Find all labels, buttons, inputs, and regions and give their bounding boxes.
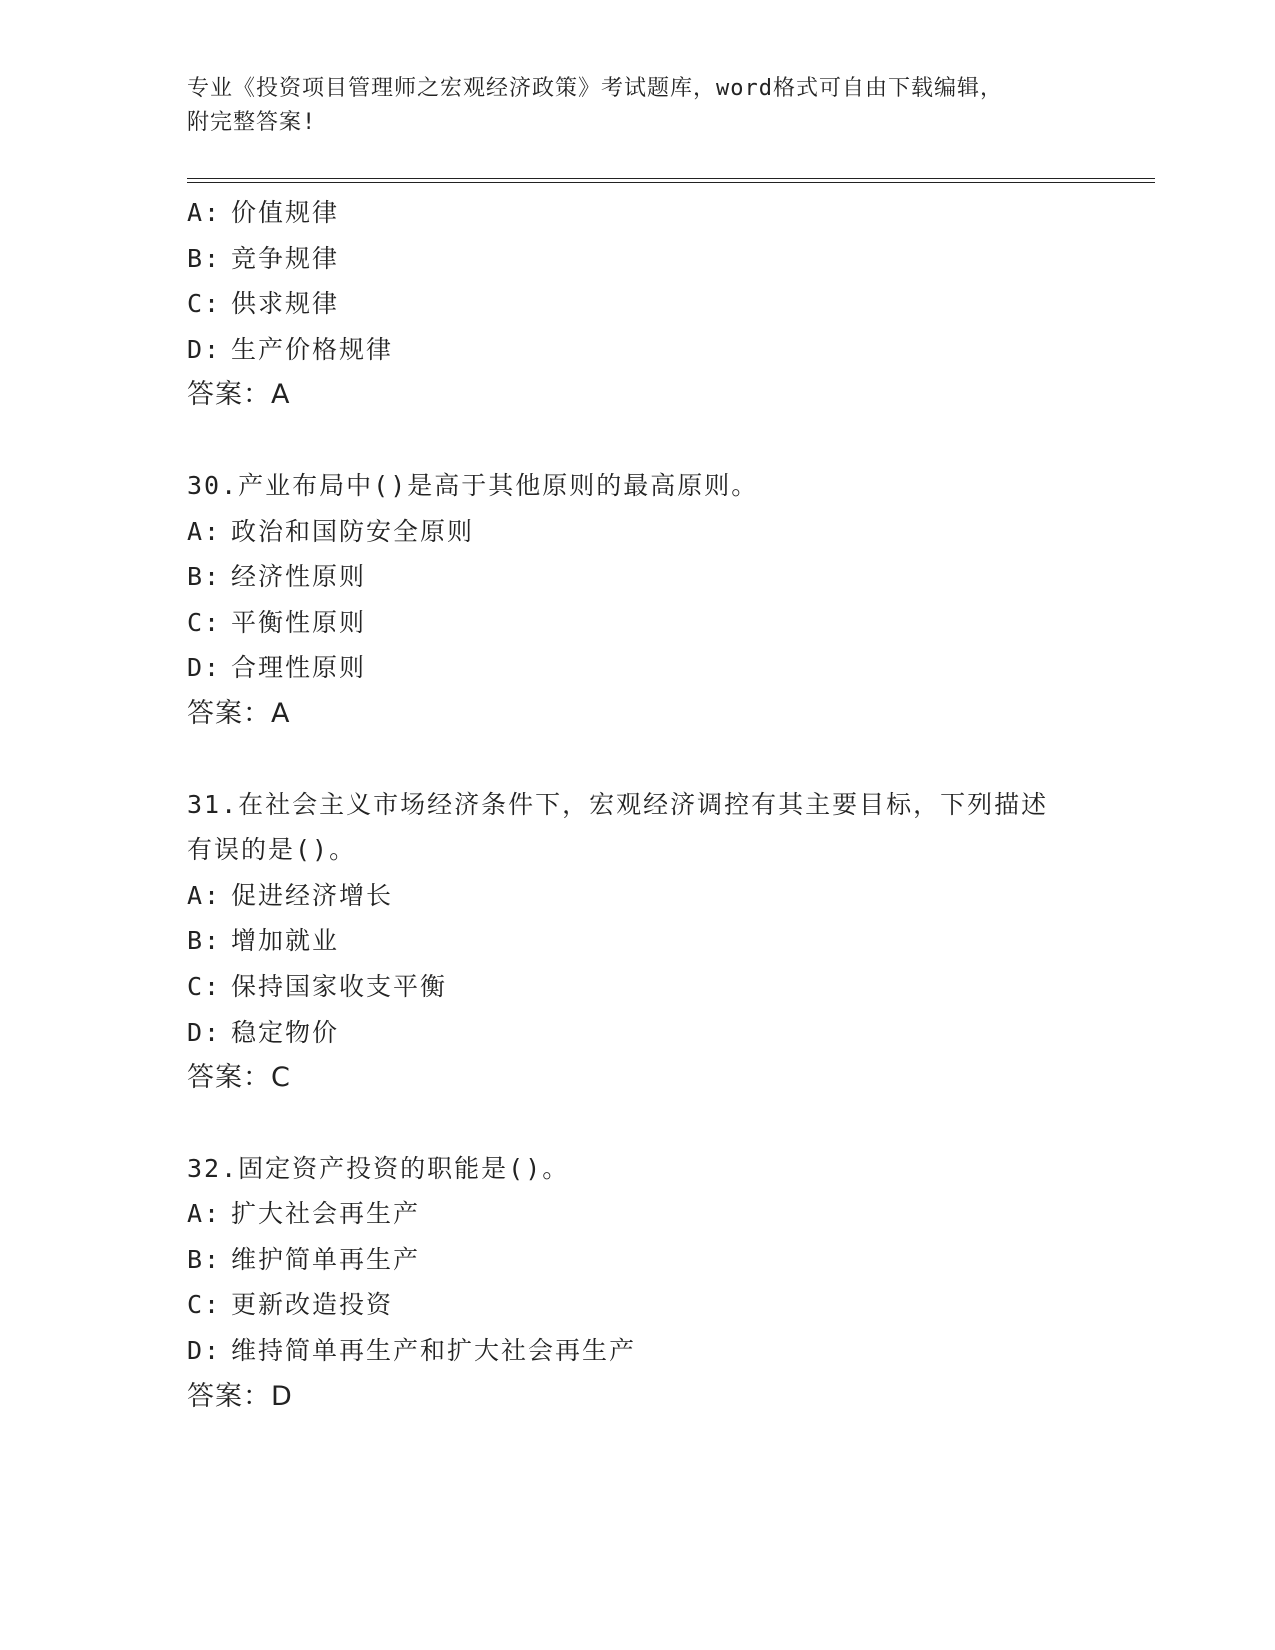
option-key: C: — [187, 1290, 222, 1320]
option-text: 维持简单再生产和扩大社会再生产 — [231, 1336, 637, 1366]
option-key: B: — [187, 243, 222, 273]
question-list — [187, 190, 1087, 1419]
option-key: C: — [187, 607, 222, 637]
option-key: B: — [187, 1244, 222, 1274]
header-line-1: 专业《投资项目管理师之宏观经济政策》考试题库，word格式可自由下载编辑， — [187, 76, 1003, 101]
option-key: A: — [187, 198, 222, 227]
block-gap — [187, 737, 1087, 782]
option-c — [187, 1282, 1087, 1328]
option-text: 更新改造投资 — [231, 1290, 394, 1320]
question-block — [187, 1146, 1087, 1420]
block-gap — [187, 418, 1087, 463]
option-text: 保持国家收支平衡 — [231, 971, 448, 1001]
option-text: 增加就业 — [231, 926, 340, 956]
option-key: A: — [187, 516, 222, 546]
option-key: B: — [187, 562, 222, 592]
header-divider-top — [187, 178, 1155, 179]
question-block — [187, 463, 1087, 737]
option-d — [187, 645, 1087, 691]
answer-line: 答案：A — [187, 697, 291, 729]
question-title: 30.产业布局中()是高于其他原则的最高原则。 — [187, 470, 759, 500]
block-gap — [187, 1101, 1087, 1146]
option-b — [187, 554, 1087, 600]
header-divider-bottom — [187, 182, 1155, 183]
question-title: 31.在社会主义市场经济条件下，宏观经济调控有其主要目标，下列描述有误的是()。 — [187, 789, 1049, 865]
option-a — [187, 1191, 1087, 1237]
option-d — [187, 1328, 1087, 1374]
option-key: A: — [187, 1199, 222, 1229]
option-a — [187, 873, 1087, 919]
option-b — [187, 918, 1087, 964]
option-text: 供求规律 — [231, 289, 340, 319]
option-text: 合理性原则 — [231, 653, 367, 683]
option-text: 价值规律 — [231, 198, 340, 227]
option-key: C: — [187, 971, 222, 1001]
option-key: C: — [187, 289, 222, 319]
question-block — [187, 782, 1087, 1101]
option-a — [187, 190, 1087, 236]
option-d — [187, 1010, 1087, 1056]
option-text: 生产价格规律 — [231, 334, 394, 364]
option-c — [187, 600, 1087, 646]
option-text: 经济性原则 — [231, 562, 367, 592]
option-text: 维护简单再生产 — [231, 1244, 421, 1274]
option-text: 竞争规律 — [231, 243, 340, 273]
answer-line: 答案：C — [187, 1062, 291, 1094]
option-text: 政治和国防安全原则 — [231, 516, 475, 546]
option-text: 促进经济增长 — [231, 880, 394, 910]
option-c — [187, 964, 1087, 1010]
option-key: D: — [187, 653, 222, 683]
answer-line: 答案：D — [187, 1380, 293, 1412]
option-c — [187, 281, 1087, 327]
option-d — [187, 327, 1087, 373]
option-text: 平衡性原则 — [231, 607, 367, 637]
header-line-2: 附完整答案! — [187, 110, 317, 135]
option-text: 稳定物价 — [231, 1017, 340, 1047]
option-key: B: — [187, 926, 222, 956]
option-a — [187, 509, 1087, 555]
option-key: A: — [187, 880, 222, 910]
option-text: 扩大社会再生产 — [231, 1199, 421, 1229]
option-b — [187, 236, 1087, 282]
option-key: D: — [187, 1017, 222, 1047]
question-title: 32.固定资产投资的职能是()。 — [187, 1153, 570, 1183]
option-key: D: — [187, 334, 222, 364]
question-block — [187, 190, 1087, 418]
document-header — [187, 72, 1087, 140]
option-b — [187, 1237, 1087, 1283]
option-key: D: — [187, 1336, 222, 1366]
answer-line: 答案：A — [187, 379, 291, 411]
